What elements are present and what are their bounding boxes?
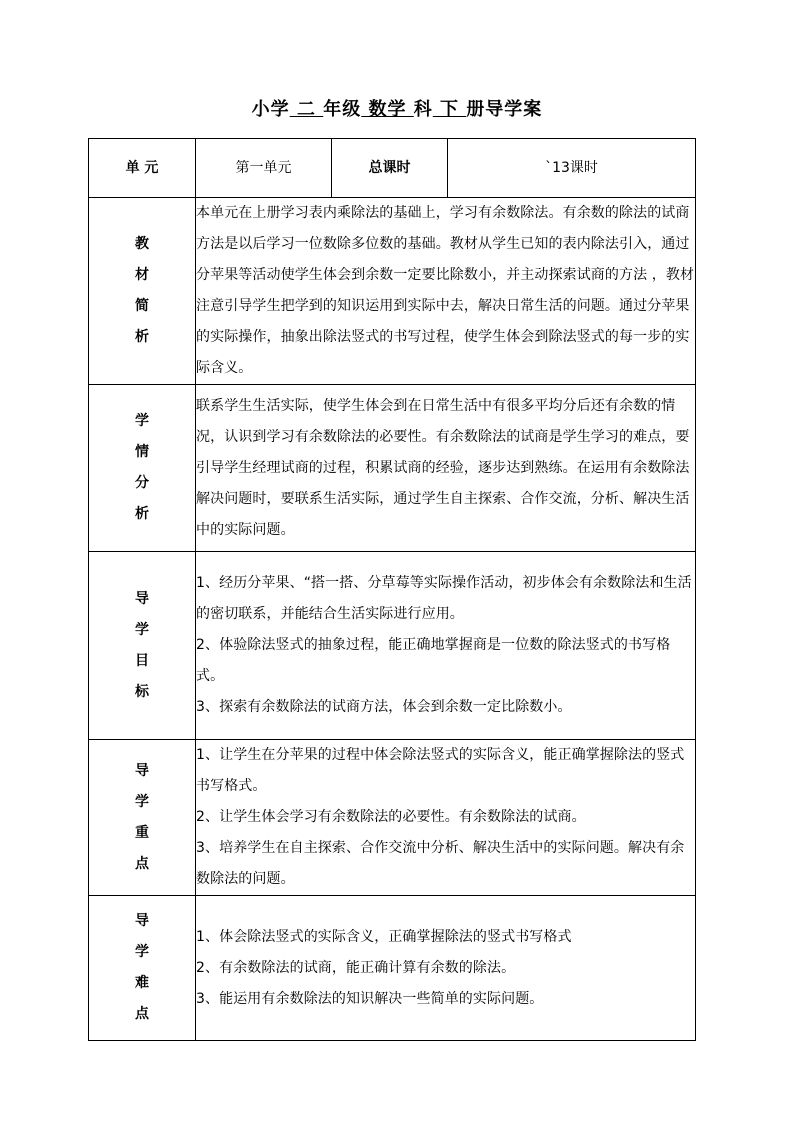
- total-hours-value: `13课时: [448, 139, 696, 198]
- lesson-plan-table: [88, 138, 696, 1041]
- section-paragraph: 3、培养学生在自主探索、合作交流中分析、解决生活中的实际问题。解决有余数除法的问题。: [196, 840, 685, 887]
- section-label-char: 点: [135, 1006, 149, 1022]
- unit-value: 第一单元: [196, 139, 332, 198]
- section-label-char: 学: [135, 944, 149, 960]
- title-grade: 二: [289, 99, 324, 120]
- section-paragraph: 1、让学生在分苹果的过程中体会除法竖式的实际含义，能正确掌握除法的竖式书写格式。: [196, 747, 685, 794]
- section-content: [196, 552, 696, 740]
- section-paragraph: 1、经历分苹果、“搭一搭、分草莓等实际操作活动，初步体会有余数除法和生活的密切联系，并能结合生活实际进行应用。: [196, 575, 692, 622]
- section-content: [196, 198, 696, 385]
- section-label: [89, 198, 196, 385]
- title-subject-suffix: 科: [413, 99, 433, 120]
- title-grade-suffix: 年级: [323, 99, 362, 120]
- unit-label: 单 元: [89, 139, 196, 198]
- section-paragraph: 2、让学生体会学习有余数除法的必要性。有余数除法的试商。: [196, 809, 586, 825]
- section-paragraph: 2、体验除法竖式的抽象过程，能正确地掌握商是一位数的除法竖式的书写格式。: [196, 637, 671, 684]
- title-suffix: 册导学案: [466, 99, 543, 120]
- section-row: [89, 896, 696, 1041]
- section-label: [89, 740, 196, 896]
- section-content: [196, 385, 696, 552]
- page-title: [0, 95, 794, 121]
- section-label-char: 目: [135, 652, 149, 669]
- section-row: [89, 740, 696, 896]
- section-label-char: 学: [135, 413, 149, 429]
- header-row: [89, 139, 696, 198]
- section-content: [196, 740, 696, 896]
- section-label: [89, 385, 196, 552]
- section-label-char: 学: [135, 793, 149, 810]
- section-label-char: 学: [135, 621, 149, 638]
- section-label-char: 析: [135, 506, 149, 522]
- section-content: [196, 896, 696, 1041]
- total-hours-label: 总课时: [332, 139, 448, 198]
- section-label: [89, 552, 196, 740]
- section-label: [89, 896, 196, 1041]
- section-paragraph: 联系学生生活实际，使学生体会到在日常生活中有很多平均分后还有余数的情况，认识到学习有余数除法的必要性。有余数除法的试商是学生学习的难点，要引导学生经理试商的过程，积累试商的经验，逐步达到熟练。在运用有余数除法解决问题时，要联系生活实际，通过学生自主探索、合作交流，分析、解决生活中的实际问题。: [196, 397, 690, 538]
- section-label-char: 情: [135, 444, 149, 460]
- title-subject: 数学: [361, 99, 414, 120]
- section-paragraph: 3、探索有余数除法的试商方法，体会到余数一定比除数小。: [196, 699, 572, 715]
- title-prefix: 小学: [251, 99, 290, 120]
- section-label-char: 分: [135, 475, 149, 491]
- section-label-char: 析: [135, 329, 149, 345]
- section-paragraph: 2、有余数除法的试商，能正确计算有余数的除法。: [196, 959, 516, 976]
- section-label-char: 材: [135, 267, 149, 283]
- section-label-char: 导: [135, 762, 149, 779]
- title-term: 下: [432, 99, 467, 120]
- section-paragraph: 3、能运用有余数除法的知识解决一些简单的实际问题。: [196, 990, 544, 1007]
- section-label-char: 简: [135, 298, 149, 314]
- section-paragraph: 1、体会除法竖式的实际含义，正确掌握除法的竖式书写格式: [196, 928, 572, 945]
- section-label-char: 标: [135, 683, 149, 700]
- section-label-char: 导: [135, 913, 149, 929]
- section-label-char: 教: [135, 236, 149, 252]
- section-paragraph: 本单元在上册学习表内乘除法的基础上，学习有余数除法。有余数的除法的试商方法是以后学习一位数除多位数的基础。教材从学生已知的表内除法引入，通过分苹果等活动使学生体会到余数一定要比除数小，并主动探索试商的方法 ，教材注意引导学生把学到的知识运用到实际中去，解决日常生活的问题。通过分苹果的实际操作，抽象出除法竖式的书写过程，使学生体会到除法竖式的每一步的实际含义。: [196, 205, 695, 376]
- section-label-char: 重: [135, 824, 149, 841]
- section-label-char: 导: [135, 590, 149, 607]
- section-row: [89, 198, 696, 385]
- section-label-char: 点: [135, 855, 149, 872]
- section-row: [89, 385, 696, 552]
- section-label-char: 难: [135, 975, 149, 991]
- section-row: [89, 552, 696, 740]
